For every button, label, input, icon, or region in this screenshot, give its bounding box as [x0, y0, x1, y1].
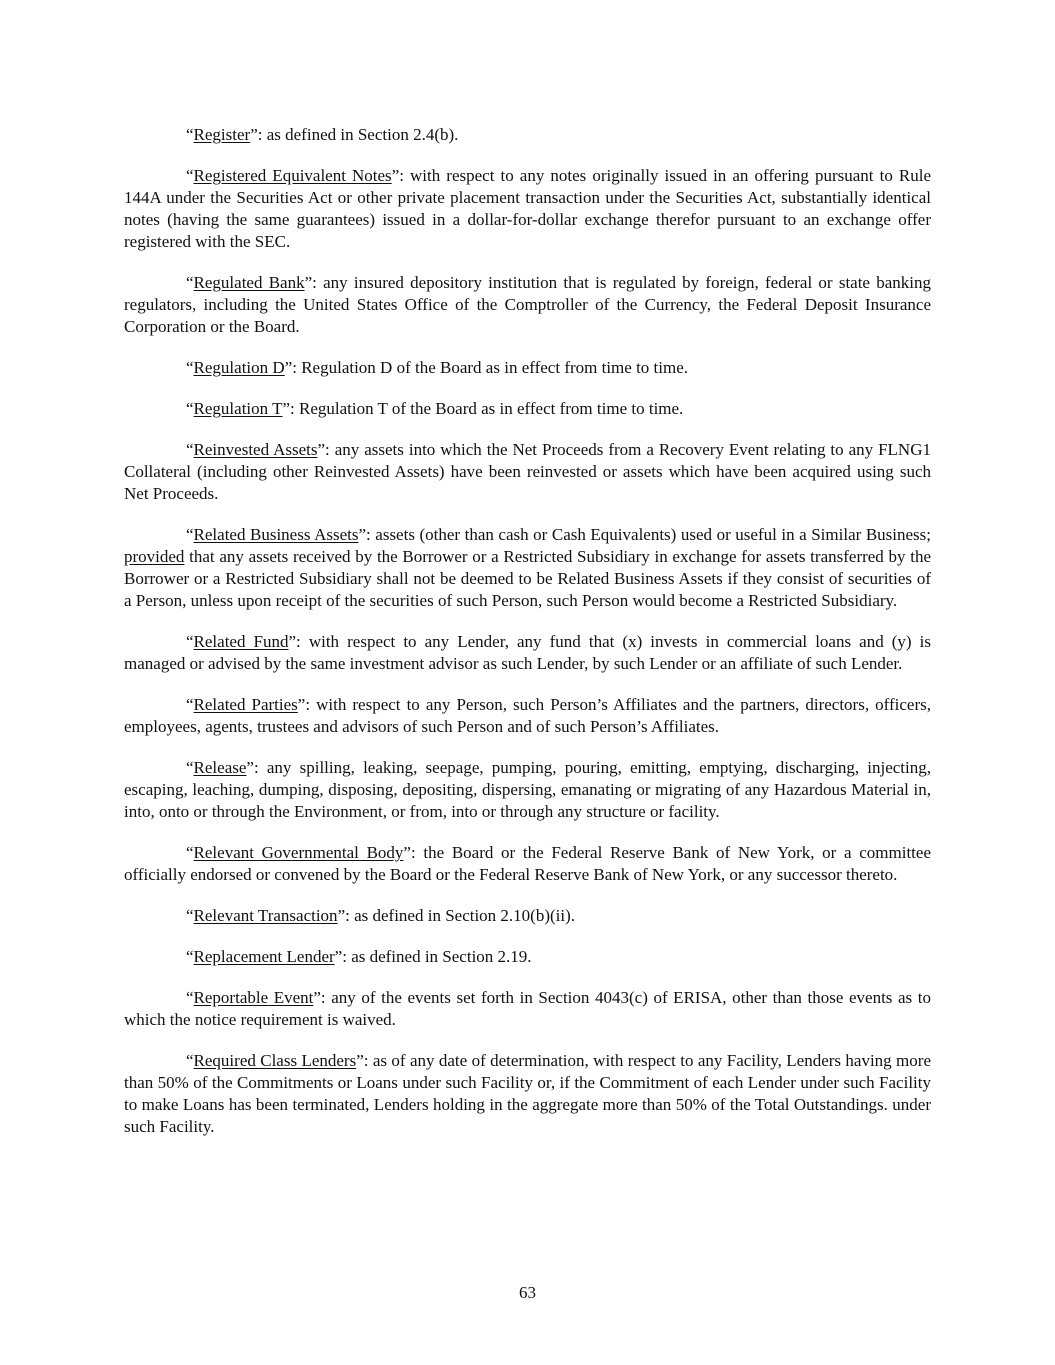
defined-term: Reinvested Assets [193, 440, 318, 459]
definition-text: : any assets into which the Net Proceeds from a Recovery Event relating to any FLNG1 Collateral (including other Reinvested Assets) have been reinvested or assets which have been acquired using such Net Proceeds. [124, 440, 931, 503]
definition-text: : with respect to any Lender, any fund that (x) invests in commercial loans and (y) is managed or advised by the same investment advisor as such Lender, by such Lender or an affiliate of such Lender. [124, 632, 931, 673]
definition-registered-equivalent-notes: “Registered Equivalent Notes”: with respect to any notes originally issued in an offering pursuant to Rule 144A under the Securities Act or other private placement transaction under the Securities Act, substantially identical notes (having the same guarantees) issued in a dollar-for-dollar exchange therefor pursuant to an exchange offer registered with the SEC. [124, 166, 931, 251]
definition-release: “Release”: any spilling, leaking, seepage, pumping, pouring, emitting, emptying, discharging, injecting, escaping, leaching, dumping, disposing, depositing, dispersing, emanating or migrating of any Hazardous Material in, into, onto or through the Environment, or from, into or through any structure or facility. [124, 758, 931, 821]
definition-related-fund: “Related Fund”: with respect to any Lender, any fund that (x) invests in commercial loans and (y) is managed or advised by the same investment advisor as such Lender, by such Lender or an affiliate of such Lender. [124, 632, 931, 673]
document-body [124, 124, 931, 1157]
definition-text: : assets (other than cash or Cash Equivalents) used or useful in a Similar Business; [366, 525, 931, 544]
defined-term: Related Parties [193, 695, 298, 714]
defined-term: Registered Equivalent Notes [193, 166, 392, 185]
definition-replacement-lender: “Replacement Lender”: as defined in Section 2.19. [186, 947, 532, 966]
proviso-term: provided [124, 547, 185, 566]
definition-text: : as defined in Section 2.4(b). [257, 125, 459, 144]
definition-regulated-bank: “Regulated Bank”: any insured depository institution that is regulated by foreign, federal or state banking regulators, including the United States Office of the Comptroller of the Currency, the Federal Deposit Insurance Corporation or the Board. [124, 273, 931, 336]
definition-text: : as of any date of determination, with respect to any Facility, Lenders having more than 50% of the Commitments or Loans under such Facility or, if the Commitment of each Lender under such Facility to make Loans has been terminated, Lenders holding in the aggregate more than 50% of the Total Outstandings. under such Facility. [124, 1051, 931, 1136]
definition-related-business-assets: “Related Business Assets”: assets (other than cash or Cash Equivalents) used or useful in a Similar Business; provided that any assets received by the Borrower or a Restricted Subsidiary in exchange for assets transferred by the Borrower or a Restricted Subsidiary shall not be deemed to be Related Business Assets if they consist of securities of a Person, unless upon receipt of the securities of such Person, such Person would become a Restricted Subsidiary. [124, 525, 931, 610]
defined-term: Relevant Transaction [193, 906, 338, 925]
definition-register: “Register”: as defined in Section 2.4(b). [186, 125, 459, 144]
defined-term: Relevant Governmental Body [193, 843, 404, 862]
definition-text-continued: that any assets received by the Borrower or a Restricted Subsidiary in exchange for assets transferred by the Borrower or a Restricted Subsidiary shall not be deemed to be Related Business Assets if they consist of securities of a Person, unless upon receipt of the securities of such Person, such Person would become a Restricted Subsidiary. [124, 547, 931, 610]
defined-term: Required Class Lenders [193, 1051, 357, 1070]
definition-reportable-event: “Reportable Event”: any of the events set forth in Section 4043(c) of ERISA, other than those events as to which the notice requirement is waived. [124, 988, 931, 1029]
defined-term: Register [193, 125, 251, 144]
definition-text: : with respect to any notes originally issued in an offering pursuant to Rule 144A under the Securities Act or other private placement transaction under the Securities Act, substantially identical notes (having the same guarantees) issued in a dollar-for-dollar exchange therefor pursuant to an exchange offer registered with the SEC. [124, 166, 931, 251]
definition-text: : the Board or the Federal Reserve Bank of New York, or a committee officially endorsed or convened by the Board or the Federal Reserve Bank of New York, or any successor thereto. [124, 843, 931, 884]
definition-text: : any spilling, leaking, seepage, pumping, pouring, emitting, emptying, discharging, injecting, escaping, leaching, dumping, disposing, depositing, dispersing, emanating or migrating of any Hazardous Material in, into, onto or through the Environment, or from, into or through any structure or facility. [124, 758, 931, 821]
defined-term: Related Business Assets [193, 525, 359, 544]
page-number: 63 [519, 1283, 536, 1302]
definition-required-class-lenders: “Required Class Lenders”: as of any date of determination, with respect to any Facility, Lenders having more than 50% of the Commitments or Loans under such Facility or, if the Commitment of each Lender under such Facility to make Loans has been terminated, Lenders holding in the aggregate more than 50% of the Total Outstandings. under such Facility. [124, 1051, 931, 1136]
definition-text: : as defined in Section 2.19. [342, 947, 532, 966]
defined-term: Replacement Lender [193, 947, 335, 966]
defined-term: Reportable Event [193, 988, 314, 1007]
definition-text: : Regulation T of the Board as in effect from time to time. [290, 399, 684, 418]
defined-term: Related Fund [193, 632, 289, 651]
defined-term: Release [193, 758, 247, 777]
defined-term: Regulation D [193, 358, 285, 377]
definition-relevant-governmental-body: “Relevant Governmental Body”: the Board or the Federal Reserve Bank of New York, or a committee officially endorsed or convened by the Board or the Federal Reserve Bank of New York, or any successor thereto. [124, 843, 931, 884]
defined-term: Regulated Bank [193, 273, 305, 292]
definition-relevant-transaction: “Relevant Transaction”: as defined in Section 2.10(b)(ii). [186, 906, 576, 925]
definition-reinvested-assets: “Reinvested Assets”: any assets into which the Net Proceeds from a Recovery Event relating to any FLNG1 Collateral (including other Reinvested Assets) have been reinvested or assets which have been acquired using such Net Proceeds. [124, 440, 931, 503]
definition-text: : as defined in Section 2.10(b)(ii). [345, 906, 576, 925]
defined-term: Regulation T [193, 399, 283, 418]
definition-text: : any of the events set forth in Section 4043(c) of ERISA, other than those events as to which the notice requirement is waived. [124, 988, 931, 1029]
definition-text: : with respect to any Person, such Person’s Affiliates and the partners, directors, officers, employees, agents, trustees and advisors of such Person and of such Person’s Affiliates. [124, 695, 931, 736]
definition-regulation-d: “Regulation D”: Regulation D of the Board as in effect from time to time. [186, 358, 689, 377]
definition-text: : Regulation D of the Board as in effect from time to time. [292, 358, 689, 377]
definition-regulation-t: “Regulation T”: Regulation T of the Board as in effect from time to time. [186, 399, 684, 418]
definition-text: : any insured depository institution that is regulated by foreign, federal or state banking regulators, including the United States Office of the Comptroller of the Currency, the Federal Deposit Insurance Corporation or the Board. [124, 273, 931, 336]
definition-related-parties: “Related Parties”: with respect to any Person, such Person’s Affiliates and the partners, directors, officers, employees, agents, trustees and advisors of such Person and of such Person’s Affiliates. [124, 695, 931, 736]
